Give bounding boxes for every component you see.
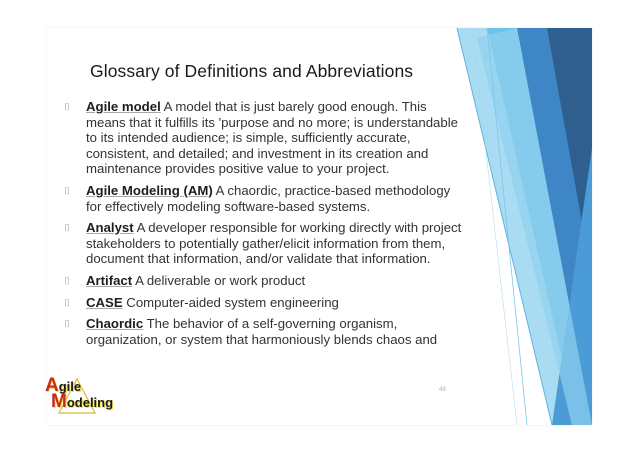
glossary-entry <box>86 295 464 311</box>
agile-modeling-logo <box>45 373 114 417</box>
logo-line-2 <box>51 391 113 413</box>
glossary-definition: Computer-aided system engineering <box>122 294 339 310</box>
list-item <box>64 220 464 267</box>
glossary-list <box>64 99 464 353</box>
glossary-entry <box>86 316 464 347</box>
glossary-definition: A developer responsible for working directly with project stakeholders to potentially gather/elicit information from them, document that information, and/or validate that information. <box>86 220 462 267</box>
slide <box>47 28 592 425</box>
bullet-icon: ⌷ <box>64 275 70 287</box>
logo-initial-m: M <box>51 391 67 412</box>
glossary-entry <box>86 183 464 214</box>
logo-initial-a: A <box>45 375 59 396</box>
glossary-entry <box>86 273 464 289</box>
glossary-entry <box>86 220 464 267</box>
page-title: Glossary of Definitions and Abbreviations <box>90 61 414 81</box>
list-item <box>64 273 464 289</box>
logo-word-1: gile <box>58 379 82 394</box>
logo-word-2: odeling <box>66 395 114 410</box>
bullet-icon: ⌷ <box>64 223 70 235</box>
glossary-term: Artifact <box>86 272 133 288</box>
page-number: 49 <box>439 387 446 393</box>
list-item <box>64 183 464 214</box>
glossary-definition: A chaordic, practice-based methodology for effectively modeling software-based systems. <box>86 182 451 214</box>
bullet-icon: ⌷ <box>64 102 70 113</box>
glossary-definition: A deliverable or work product <box>132 272 306 288</box>
glossary-term: Analyst <box>86 220 134 236</box>
bullet-icon: ⌷ <box>64 319 70 331</box>
glossary-entry <box>86 99 464 177</box>
glossary-term: CASE <box>86 294 123 310</box>
list-item <box>64 99 464 177</box>
bullet-icon: ⌷ <box>64 185 70 197</box>
glossary-term: Agile Modeling (AM) <box>86 182 213 198</box>
glossary-definition: The behavior of a self-governing organism, organization, or system that harmoniously blends chaos and <box>86 316 438 347</box>
bullet-icon: ⌷ <box>64 297 70 309</box>
glossary-term: Agile model <box>86 99 161 114</box>
glossary-definition: A model that is just barely good enough. This means that it fulfills its 'purpose and no more; is understandable to its intended audience; is simple, sufficiently accurate, consistent, and detailed; and investment in its creation and maintenance provides positive value to your project. <box>86 99 458 177</box>
list-item <box>64 295 464 311</box>
list-item <box>64 316 464 347</box>
glossary-term: Chaordic <box>86 316 144 332</box>
